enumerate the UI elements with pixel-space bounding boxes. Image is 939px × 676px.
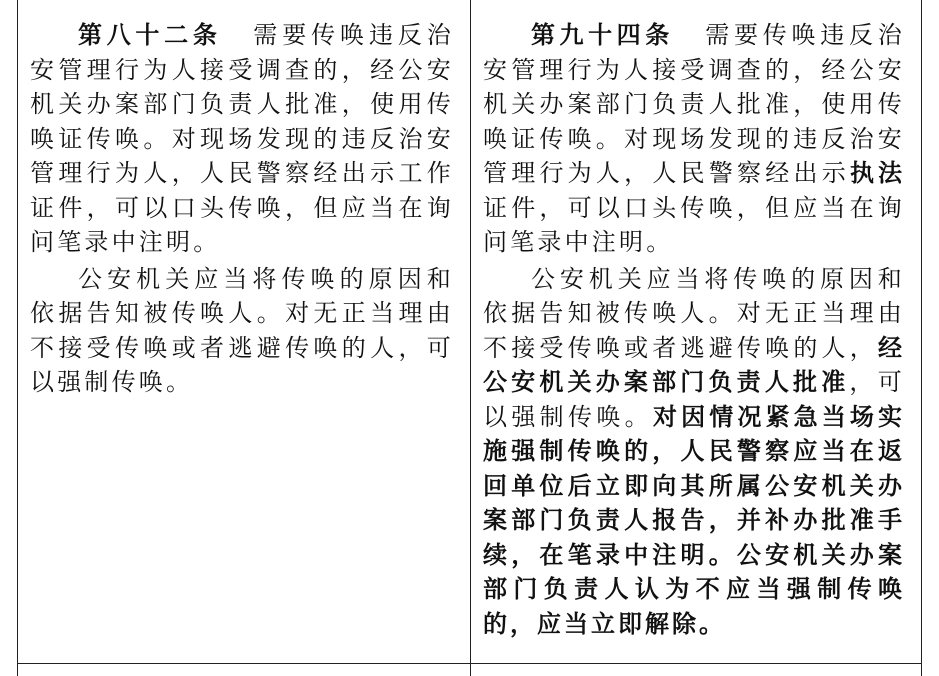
right-article-paragraph-1 bbox=[483, 18, 905, 260]
right-paragraph-1-text-b: 证件，可以口头传唤，但应当在询问笔录中注明。 bbox=[483, 193, 905, 256]
left-article-paragraph-2 bbox=[30, 262, 454, 400]
left-paragraph-2-text: 公安机关应当将传唤的原因和依据告知被传唤人。对无正当理由不接受传唤或者逃避传唤的人，可以强制传唤。 bbox=[30, 264, 454, 396]
right-article-title: 第九十四条 bbox=[531, 21, 674, 49]
left-paragraph-1-text: 需要传唤违反治安管理行为人接受调查的，经公安机关办案部门负责人批准，使用传唤证传唤。对现场发现的违反治安管理行为人，人民警察经出示工作证件，可以口头传唤，但应当在询问笔录中注明。 bbox=[30, 21, 455, 256]
right-paragraph-1-amended-text: 执法 bbox=[849, 159, 905, 187]
right-paragraph-2-amended-text-2: 对因情况紧急当场实施强制传唤的，人民警察应当在返回单位后立即向其所属公安机关办案部门负责人报告，并补办批准手续，在笔录中注明。公安机关办案部门负责人认为不应当强制传唤的，应当立即解除。 bbox=[483, 402, 906, 638]
right-paragraph-2-text-b: ，可以强制传唤。 bbox=[483, 368, 906, 431]
right-paragraph-2-text-a: 公安机关应当将传唤的原因和依据告知被传唤人。对无正当理由不接受传唤或者逃避传唤的人， bbox=[483, 264, 905, 362]
left-column-old-law bbox=[17, 0, 471, 676]
right-paragraph-2-amended-text-1: 经公安机关办案部门负责人批准 bbox=[483, 333, 905, 396]
left-article-paragraph-1 bbox=[30, 18, 454, 260]
table-bottom-rule bbox=[17, 663, 922, 664]
right-column-new-law bbox=[471, 0, 922, 676]
right-article-paragraph-2 bbox=[483, 262, 905, 642]
right-paragraph-1-text-a: 需要传唤违反治安管理行为人接受调查的，经公安机关办案部门负责人批准，使用传唤证传唤。对现场发现的违反治安管理行为人，人民警察经出示 bbox=[483, 21, 905, 187]
left-article-title: 第八十二条 bbox=[78, 21, 222, 49]
